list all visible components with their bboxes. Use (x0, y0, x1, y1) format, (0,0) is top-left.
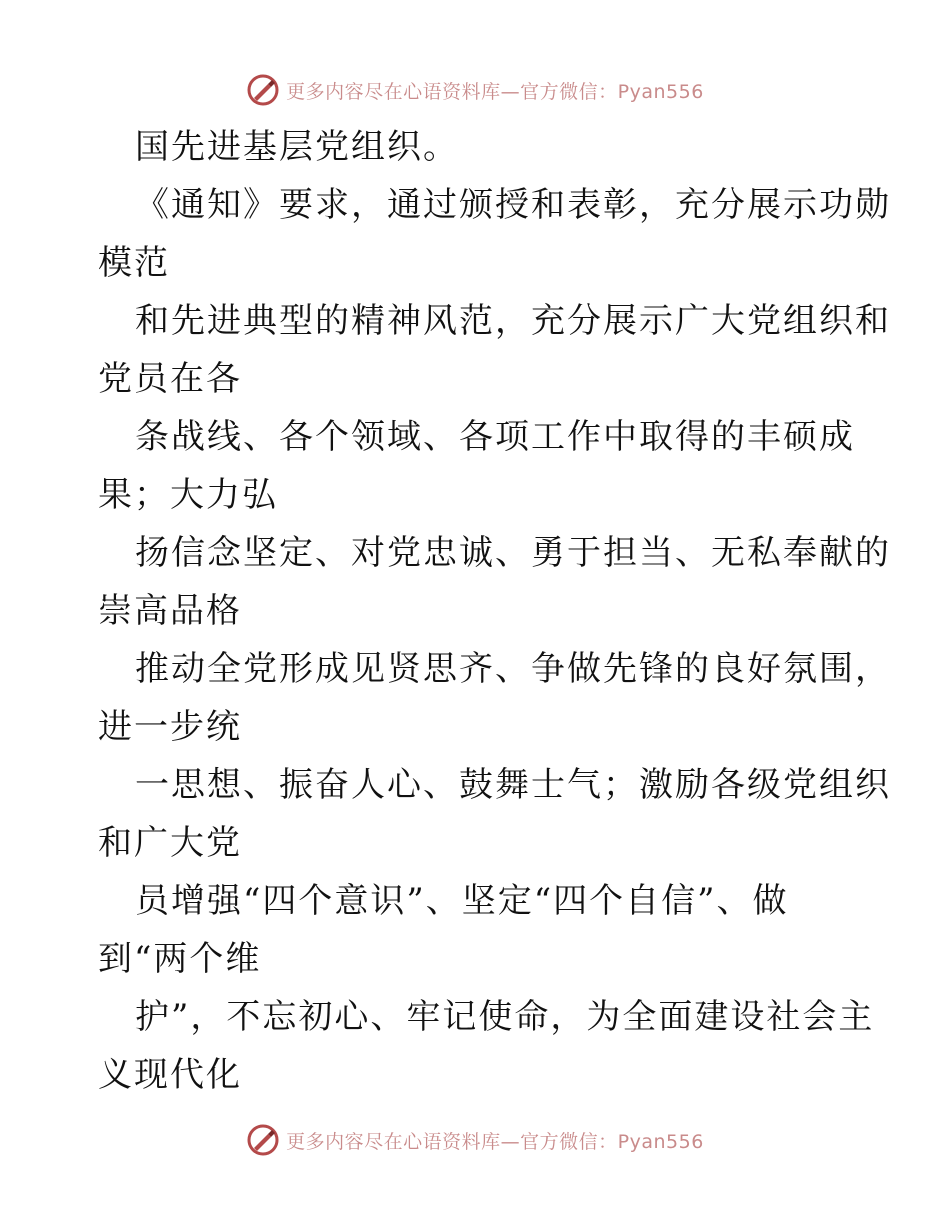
watermark-text: 更多内容尽在心语资料库—官方微信：Pyan556 (286, 80, 704, 103)
text-line: 推动全党形成见贤思齐、争做先锋的良好氛围， (135, 649, 891, 689)
text-line: 到“两个维 (98, 939, 262, 979)
text-line: 一思想、振奋人心、鼓舞士气；激励各级党组织 (135, 765, 891, 805)
watermark-text: 更多内容尽在心语资料库—官方微信：Pyan556 (286, 1130, 704, 1153)
text-line: 护”，不忘初心、牢记使命，为全面建设社会主 (135, 997, 875, 1037)
footer-watermark-banner (0, 1120, 950, 1160)
text-line: 和广大党 (98, 823, 242, 863)
text-line: 崇高品格 (98, 591, 242, 631)
text-line: 员增强“四个意识”、坚定“四个自信”、做 (135, 881, 789, 921)
text-line: 进一步统 (98, 707, 242, 747)
text-line: 《通知》要求，通过颁授和表彰，充分展示功勋 (135, 185, 891, 225)
text-line: 国先进基层党组织。 (135, 127, 459, 167)
text-line: 条战线、各个领域、各项工作中取得的丰硕成 (135, 417, 855, 457)
text-line: 果；大力弘 (98, 475, 278, 515)
text-line: 党员在各 (98, 359, 242, 399)
text-line: 模范 (98, 243, 170, 283)
text-line: 扬信念坚定、对党忠诚、勇于担当、无私奉献的 (135, 533, 891, 573)
pen-logo-icon (246, 73, 280, 107)
text-line: 和先进典型的精神风范，充分展示广大党组织和 (135, 301, 891, 341)
pen-logo-icon (246, 1123, 280, 1157)
text-line: 义现代化 (98, 1055, 242, 1095)
header-watermark-banner (0, 70, 950, 110)
